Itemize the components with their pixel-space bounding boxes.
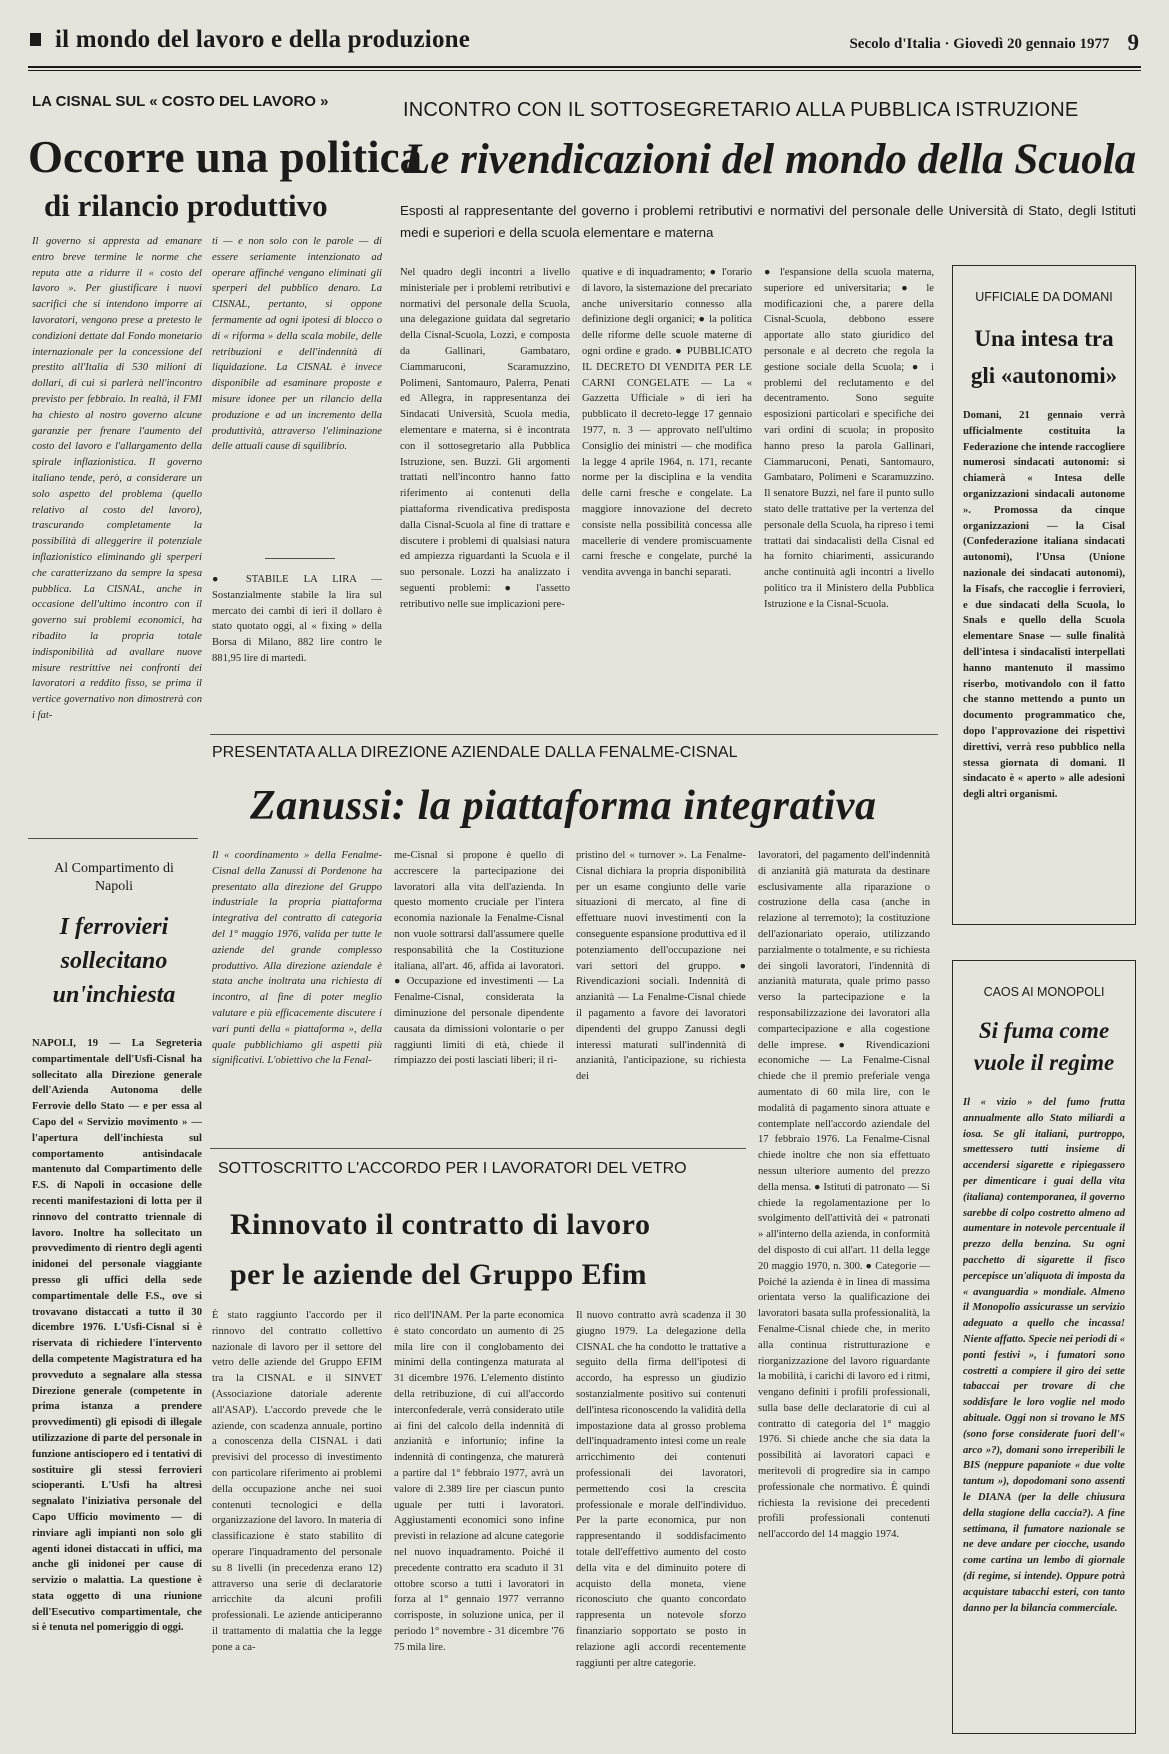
- box-monopoli: [952, 960, 1136, 1734]
- article1-headline-2: di rilancio produttivo: [44, 188, 328, 223]
- article3-column-4: lavoratori, del pagamento dell'indennità di anzianità già maturata da destinare esclusivamente alla riparazione o costruzione della casa (anche in relazione al terremoto); la costituzione dell'azionariato operaio, utilizzando parzialmente o totalmente, e su richiesta dei singoli lavoratori, l'indennità di anzianità maturata, quale primo passo verso la partecipazione e la responsabilizzazione dei lavoratori alla compartecipazione e alla cogestione delle imprese. ● Rivendicazioni economiche — La Fenalme-Cisnal chiede che il premio preferiale venga aumentato di 60 mila lire, con le modalità di pagamento sinora attuate e contemplate nell'accordo aziendale del 17 febbraio 1976. La Fenalme-Cisnal chiede inoltre che non sia effettuato nessun ulteriore aumento del prezzo della mensa. ● Istituti di patronato — Si chiede la regolamentazione per lo svolgimento dell'attività dei « patronati » all'interno della azienda, in conformità del disposto di cui all'art. 11 della legge 20 maggio 1970, n. 300. ● Categorie — Poiché la azienda è in linea di massima orientata verso la qualificazione dei lavoratori basata sulla professionalità, la Fenalme-Cisnal chiede che, in merito alla continua ristrutturazione e riorganizzazione del lavoro riguardante la mobilità, i carichi di lavoro ed i ritmi, vengano definiti i profili professionali, sulla base delle declaratorie di cui al contratto di categoria del 1° maggio 1976. Si chiede anche che sia data la possibilità ai lavoratori capaci e meritevoli di progredire sia in campo professionale che normativo. È quindi richiesta la revisione dei precedenti profili professionali contenuti nell'accordo del 14 maggio 1974.: [758, 850, 930, 1541]
- article3-column-1: Il « coordinamento » della Fenalme-Cisnal della Zanussi di Pordenone ha presentato alla direzione del Gruppo industriale la propria piattaforma integrativa del contratto di categoria del 1° maggio 1976, valida per tutte le aziende del grande complesso produttivo. Alla direzione aziendale è stata anche inoltrata una richiesta di incontro, al fine di poter meglio valutare e più efficacemente discutere i vari punti della « piattaforma », della quale pubblichiamo gli aspetti più significativi. L'obiettivo che la Fenal-: [212, 850, 382, 1067]
- section-title: il mondo del lavoro e della produzione: [55, 26, 471, 53]
- article2-column-2: quative e di inquadramento; ● l'orario di lavoro, la sistemazione del precariato anche universitario connesso alla definizione degli organici; ● la politica delle riforme delle scuole materne di ogni ordine e grado. ● PUBBLICATO IL DECRETO DI VENDITA PER LE CARNI CONGELATE — La « Gazzetta Ufficiale » di ieri ha pubblicato il decreto-legge 17 gennaio 1977, n. 3 — approvato nell'ultimo Consiglio dei ministri — che modifica la legge 4 aprile 1964, n. 171, recante norme per la disciplina e la vendita delle carni fresche e congelate. La maggiore innovazione del decreto consiste nella possibilità concessa alle macellerie di vendere promiscuamente carni fresche e congelate, purché la vendita avvenga in banchi separati.: [582, 267, 752, 579]
- article2-column-1: Nel quadro degli incontri a livello ministeriale per i problemi retributivi e normativi del personale della Scuola, una delegazione guidata dal segretario della Cisnal-Scuola, Lozzi, e composta da Gallinari, Gambataro, Ciammaruconi, Scaramuzzino, Polimeni, Santomauro, Palerra, Penati ed Allegra, in rappresentanza dei Sindacati Università, Scuola media, elementare e materna, si è incontrata con il sottosegretario alla Pubblica Istruzione, sen. Buzzi. Gli argomenti trattati nell'incontro hanno fatto riferimento ai contenuti della piattaforma rivendicativa predisposta dalla Cisnal-Scuola al fine di trattare e discutere i problemi di qualsiasi natura ed ampiezza riguardanti la Scuola e il suo personale. Lozzi ha analizzato i seguenti problemi: ● l'assetto retributivo nelle sue implicazioni pere-: [400, 267, 570, 610]
- article2-column-3: ● l'espansione della scuola materna, superiore ed universitaria; ● le modificazioni che, a parere della Cisnal-Scuola, debbono essere apportate allo stato giuridico del personale e al decreto che regola la gestione sociale della Scuola; ● i problemi del reclutamento e del decentramento. Sono seguite esposizioni particolari e specifiche dei vari ordini di scuola; in proposito hanno preso la parola Gallinari, Ciammaruconi, Penati, Santomauro, Gambataro, Polimeni e Scaramuzzino. Il senatore Buzzi, nel fare il punto sullo stato delle trattative per la vertenza del personale della Scuola, ha ripreso i temi trattati dai sindacalisti della Cisnal ed ha fornito chiarimenti, assicurando anche continuità agli incontri a livello politico tra il Ministero della Pubblica Istruzione e la Cisnal-Scuola.: [764, 267, 934, 610]
- article2-kicker: INCONTRO CON IL SOTTOSEGRETARIO ALLA PUBBLICA ISTRUZIONE: [403, 99, 1079, 121]
- efim-divider: [210, 1148, 746, 1149]
- article4-kicker: SOTTOSCRITTO L'ACCORDO PER I LAVORATORI DEL VETRO: [218, 1160, 687, 1177]
- article4-headline-2: per le aziende del Gruppo Efim: [230, 1258, 647, 1291]
- article1-column-2: ti — e non solo con le parole — di essere seriamente intenzionato ad operare affinché vengano eliminati gli sperperi del pubblico denaro. La CISNAL, pertanto, si oppone fermamente ad ogni ipotesi di blocco o di « riforma » della scala mobile, delle retribuzioni e dell'indennità di liquidazione. La CISNAL è invece disponibile ad esaminare proposte e misure idonee per un rilancio della produzione e ad un incremento della produttività, attraverso l'eliminazione delle attuali cause di squilibrio.: [212, 236, 382, 453]
- article3-column-3: pristino del « turnover ». La Fenalme-Cisnal dichiara la propria disponibilità per un esame congiunto delle varie situazioni di mercato, al fine di effettuare nuovi investimenti con la conseguente espansione produttiva ed il potenziamento dell'occupazione nei vari settori del gruppo. ● Rivendicazioni sociali. Indennità di anzianità — La Fenalme-Cisnal chiede il pagamento a favore dei lavoratori dipendenti del gruppo Zanussi degli interessi maturati sull'indennità di anzianità, l'anticipazione, su richiesta dei: [576, 850, 746, 1083]
- article1-headline-1: Occorre una politica: [28, 132, 423, 182]
- article2-subhead: Esposti al rappresentante del governo i problemi retributivi e normativi del personale delle Università di Stato, degli Istituti medi e superiori e della scuola elementare e materna: [400, 203, 1136, 240]
- article1-kicker: LA CISNAL SUL « COSTO DEL LAVORO »: [32, 93, 329, 110]
- short-divider: [265, 558, 335, 559]
- section-divider: [210, 734, 938, 735]
- article4-headline-1: Rinnovato il contratto di lavoro: [230, 1208, 651, 1241]
- box-autonomi-title: UFFICIALE DA DOMANI: [975, 290, 1113, 304]
- article3-headline: Zanussi: la piattaforma integrativa: [250, 783, 877, 829]
- article2-headline: Le rivendicazioni del mondo della Scuola: [404, 136, 1137, 183]
- lira-brief: ● STABILE LA LIRA — Sostanzialmente stabile la lira sul mercato dei cambi di ieri il dollaro è stato quotato oggi, al « fixing » della Borsa di Milano, 882 lire contro le 881,95 lire di martedì.: [212, 574, 382, 664]
- header-rule-thin: [28, 70, 1141, 71]
- napoli-divider: [28, 838, 198, 839]
- box-monopoli-headline: Si fuma come vuole il regime: [973, 1018, 1115, 1075]
- article3-kicker: PRESENTATA ALLA DIREZIONE AZIENDALE DALLA FENALME-CISNAL: [212, 744, 738, 761]
- article4-column-2: rico dell'INAM. Per la parte economica è stato concordato un aumento di 25 mila lire con il conglobamento dei minimi della contingenza maturata al 31 dicembre 1976. L'elemento distinto della retribuzione, di cui all'accordo interconfederale, verrà considerato utile ai fini del calcolo della indennità di anzianità e infortunio; infine la indennità di contingenza, che maturerà a partire dal 1° febbraio 1977, avrà un valore di 2.389 lire per ciascun punto uguale per tutti i lavoratori. Aggiustamenti economici sono infine previsti in relazione ad alcune categorie nel nuovo inquadramento. Poiché il precedente contratto era scaduto il 31 ottobre scorso a tutti i lavoratori in forza al 1° gennaio 1977 verranno corrisposte, in soluzione unica, per il periodo 1° novembre - 31 dicembre '76 75 mila lire.: [394, 1310, 564, 1653]
- section-header: [30, 26, 470, 54]
- article4-column-3: Il nuovo contratto avrà scadenza il 30 giugno 1979. La delegazione della CISNAL che ha condotto le trattative a seguito della firma dell'ipotesi di accordo, ha espresso un giudizio sostanzialmente positivo sui contenuti dell'intesa riconoscendo la validità della impostazione data al grosso problema dell'inquadramento intesi come un reale arricchimento dei contenuti professionali dei lavoratori, permettendo così la crescita professionale e morale dell'individuo. Per la parte economica, pur non rappresentando il soddisfacimento totale dell'effettivo aumento del costo della vita e del diminuito potere di acquisto della moneta, viene riconosciuto che quanto concordato rappresenta un notevole sforzo finanziario sopportato se posto in relazione agli accordi recentemente raggiunti per altre categorie.: [576, 1310, 746, 1669]
- box-monopoli-title: CAOS AI MONOPOLI: [983, 985, 1105, 999]
- article4-column-1: È stato raggiunto l'accordo per il rinnovo del contratto collettivo nazionale di lavoro per il settore del vetro delle aziende del Gruppo EFIM tra la CISNAL e il SINVET (Associazione datoriale aderente all'ASAP). L'accordo prevede che le aziende, con scadenza annuale, portino a conoscenza della CISNAL i dati previsivi del processo di investimento con particolare riferimento ai problemi della occupazione anche nei suoi contenuti tecnologici e della organizzazione del lavoro. In materia di classificazione è stato stabilito di operare l'inquadramento del personale su 8 livelli (in precedenza erano 12) attraverso una serie di declaratorie arricchite da alcuni profili professionali. Le aziende anticiperanno il trattamento di malattia che la legge pone a ca-: [212, 1310, 382, 1653]
- article3-column-2: me-Cisnal si propone è quello di accrescere la partecipazione dei lavoratori alla vita dell'azienda. In questo momento cruciale per l'intera economia nazionale la Fenalme-Cisnal non vuole sottrarsi dall'assumere quelle responsabilità che la Costituzione italiana, all'art. 46, affida ai lavoratori. ● Occupazione ed investimenti — La Fenalme-Cisnal, considerata la diminuzione del personale dipendente causata da dimissioni volontarie o per raggiunti limiti di età, chiede il rimpiazzo dei posti lasciati liberi; il ri-: [394, 850, 564, 1067]
- article1-column-1: Il governo si appresta ad emanare entro breve termine le norme che reputa atte a ridurre il « costo del lavoro ». Per giustificare i nuovi sacrifici che si intendono imporre ai lavoratori, vengono prese a pretesto le condizioni dettate dal Fondo monetario internazionale per la concessione del prestito all'Italia di 530 milioni di dollari, di cui si parlerà nell'incontro previsto per febbraio. In realtà, il FMI ha chiesto al nostro governo alcune garanzie per frenare l'aumento del costo del lavoro e l'allargamento della spirale inflazionistica. Il governo italiano tende, però, a considerare un solo aspetto del problema (quello relativo al costo del lavoro), trascurando completamente la possibilità di alleggerire il potenziale inflazionistico eliminando gli sperperi che caratterizzano da sempre la spesa pubblica. La CISNAL, anche in occasione dell'ultimo incontro con il governo sui problemi economici, ha ribadito la propria totale indisponibilità ad avallare nuove misure restrittive nei confronti dei lavoratori a reddito fisso, se prima il vertice governativo non dimostrerà con i fat-: [32, 236, 202, 721]
- box-autonomi: [952, 265, 1136, 925]
- box-autonomi-headline: Una intesa tra gli «autonomi»: [970, 326, 1118, 388]
- article4-headline: [230, 1200, 650, 1300]
- napoli-kicker: Al Compartimento di Napoli: [54, 861, 174, 894]
- napoli-text: NAPOLI, 19 — La Segreteria compartimentale dell'Usfi-Cisnal ha sollecitato alla Direzione generale dell'Azienda Autonoma delle Ferrovie dello Stato — e per essa al Capo del « Servizio movimento » — l'apertura dell'inchiesta sul comportamento antisindacale mantenuto dal Compartimento delle F.S. di Napoli in occasione delle recenti manifestazioni di lotta per il rinnovo del contratto triennale di lavoro. Inoltre ha sollecitato un provvedimento di rientro degli agenti inidonei del personale viaggiante presso gli uffici della sede compartimentale delle F.S., ove si trovavano distaccati a tutto il 30 dicembre 1976. L'Usfi-Cisnal si è riservata di richiedere l'intervento della competente Magistratura ed ha provveduto a segnalare alla stessa Direzione generale (competente in prima istanza a prendere provvedimenti) gli episodi di illegale utilizzazione di parte del personale in funzione antisciopero ed i tentativi di sostituire gli stessi ferrovieri scioperanti. L'Usfi ha altresì segnalato l'iniziativa personale del Capo Ufficio movimento — di rinviare agli impianti non solo gli agenti idonei distaccati in uffici, ma anche gli inidonei per cause di servizio o malattia. La questione è stata oggetto di una riunione dell'Esecutivo compartimentale, che si è tenuta nel pomeriggio di oggi.: [32, 1038, 202, 1634]
- napoli-headline: I ferrovieri sollecitano un'inchiesta: [52, 914, 176, 1008]
- dateline: [849, 30, 1139, 56]
- box-autonomi-text: Domani, 21 gennaio verrà ufficialmente costituita la Federazione che intende raccogliere numerosi sindacati autonomi: si chiamerà « Intesa delle organizzazioni sindacali autonome ». Promossa da cinque organizzazioni — la Cisal (Confederazione italiana sindacati autonomi), l'Unsa (Unione nazionale dei sindacati autonomi), la Fisafs, che raccoglie i ferrovieri, e due sindacati della Scuola, lo Snals e quello della Scuola elementare Snase — sulle finalità dell'intesa i sindacalisti interpellati hanno mantenuto il massimo riserbo, motivandolo con il fatto che stanno mettendo a punto un documento programmatico che, dopo l'approvazione dei rispettivi direttivi, verrà reso pubblico nella stessa giornata di domani. Il sindacato è « aperto » alle adesioni degli altri organismi.: [963, 410, 1125, 801]
- bullet-square-icon: [30, 33, 41, 46]
- box-monopoli-text: Il « vizio » del fumo frutta annualmente allo Stato miliardi a iosa. Se gli italiani, purtroppo, smettessero tutti insieme di accendersi sigarette e ripiegassero per dimenticare i guai della vita (italiana) contemporanea, il governo sarebbe di colpo costretto almeno ad aumentare in notevole percentuale il prezzo della benzina. Su ogni pacchetto di sigarette il fisco percepisce un'aliquota di imposta da « avanguardia » mondiale. Almeno il Monopolio assicurasse un servizio adeguato a quello che incassa! Niente affatto. Specie nei periodi di « ponti festivi », i fumatori sono costretti a compiere il giro dei sette tabaccai per trovare di che soddisfare le loro voglie nel modo abituale. Oggi non si trovano le MS (sono forse considerate fuori dell'« arco »?), domani sono irreperibili le BIS (neppure papaniote « due volte tantum »), dopodomani sono assenti le DIANA (per la delle chiusura della stagione della caccia?). A fine settimana, il fumatore nazionale se ne deve andare per ciocche, usando come cartina un lembo di giornale (di regime, si intende). Oppure potrà acquistare tabacchi esteri, con tanto danno per la bilancia commerciale.: [963, 1097, 1125, 1614]
- header-rule: [28, 66, 1141, 68]
- dateline-text: Secolo d'Italia · Giovedì 20 gennaio 1977: [849, 36, 1110, 52]
- page-number: 9: [1127, 30, 1139, 55]
